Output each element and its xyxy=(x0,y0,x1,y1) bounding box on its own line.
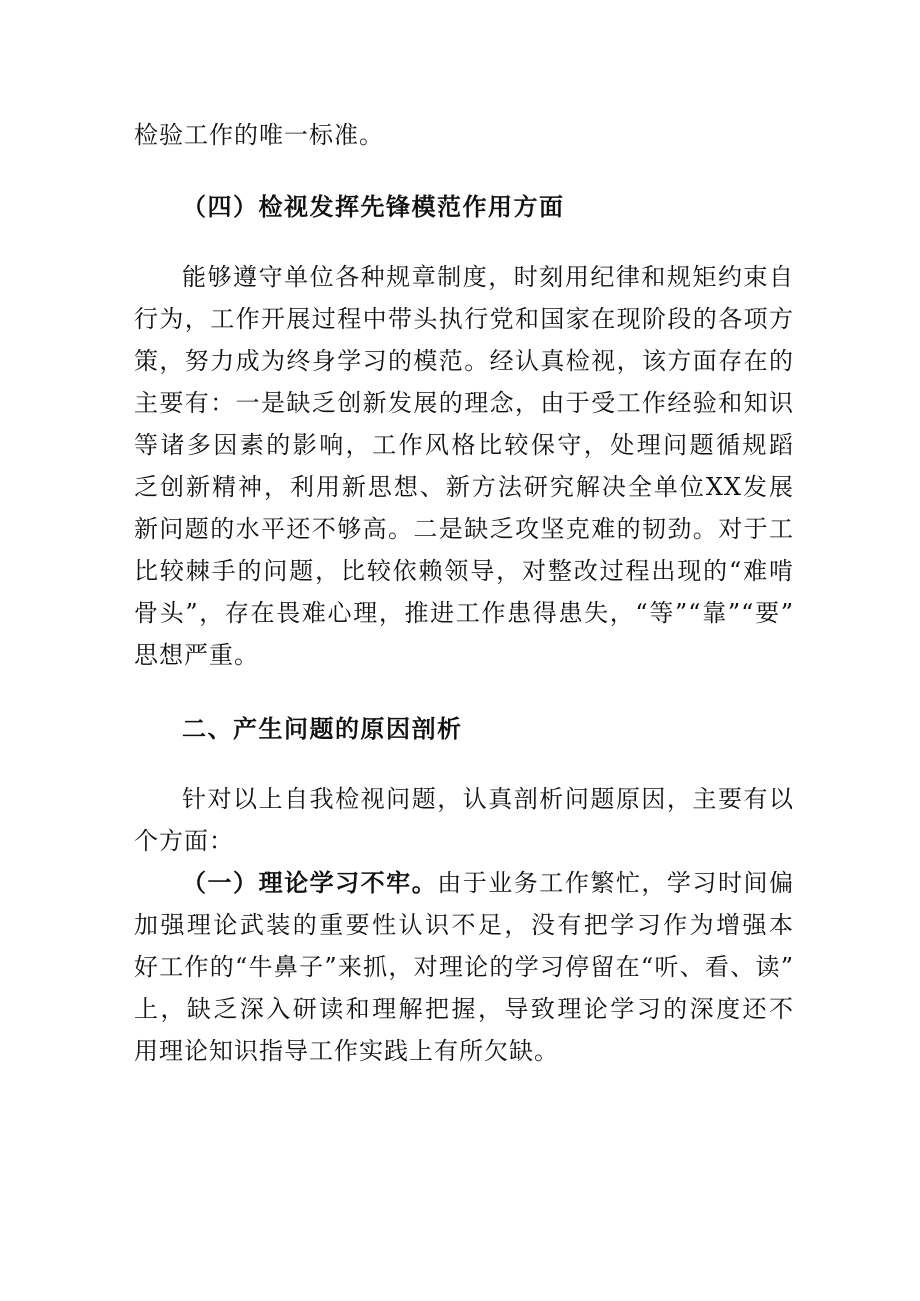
paragraph-line: 新问题的水平还不够高。二是缺乏攻坚克难的韧劲。对于工 xyxy=(134,515,794,543)
paragraph-line: 个方面： xyxy=(134,827,234,855)
paragraph-line: 检验工作的唯一标准。 xyxy=(134,121,384,149)
paragraph-line: 针对以上自我检视问题，认真剖析问题原因，主要有以 xyxy=(182,785,794,813)
paragraph-line: 比较棘手的问题，比较依赖领导，对整改过程出现的“难啃 xyxy=(134,557,794,585)
subsection-lead: （一）理论学习不牢。 xyxy=(182,868,438,897)
paragraph-line xyxy=(182,866,794,900)
paragraph-line: 主要有：一是缺乏创新发展的理念，由于受工作经验和知识 xyxy=(134,389,794,417)
paragraph-line: 上，缺乏深入研读和理解把握，导致理论学习的深度还不 xyxy=(134,995,794,1023)
chapter-heading: 二、产生问题的原因剖析 xyxy=(182,714,463,743)
paragraph-line: 能够遵守单位各种规章制度，时刻用纪律和规矩约束自 xyxy=(182,263,794,291)
paragraph-line: 行为，工作开展过程中带头执行党和国家在现阶段的各项方 xyxy=(134,305,794,333)
paragraph-line: 好工作的“牛鼻子”来抓，对理论的学习停留在“听、看、读” xyxy=(134,953,794,981)
paragraph-line: 思想严重。 xyxy=(134,641,259,669)
paragraph-line: 骨头”，存在畏难心理，推进工作患得患失，“等”“靠”“要” xyxy=(134,599,794,627)
section-heading: （四）检视发挥先锋模范作用方面 xyxy=(182,192,565,221)
paragraph-line: 用理论知识指导工作实践上有所欠缺。 xyxy=(134,1037,559,1065)
paragraph-line: 乏创新精神，利用新思想、新方法研究解决全单位XX发展 xyxy=(134,473,794,501)
paragraph-line: 等诸多因素的影响，工作风格比较保守，处理问题循规蹈 xyxy=(134,431,794,459)
paragraph-line: 加强理论武装的重要性认识不足，没有把学习作为增强本 xyxy=(134,911,794,939)
paragraph-line: 策，努力成为终身学习的模范。经认真检视，该方面存在的 xyxy=(134,347,794,375)
paragraph-text: 由于业务工作繁忙，学习时间偏 xyxy=(437,869,794,897)
